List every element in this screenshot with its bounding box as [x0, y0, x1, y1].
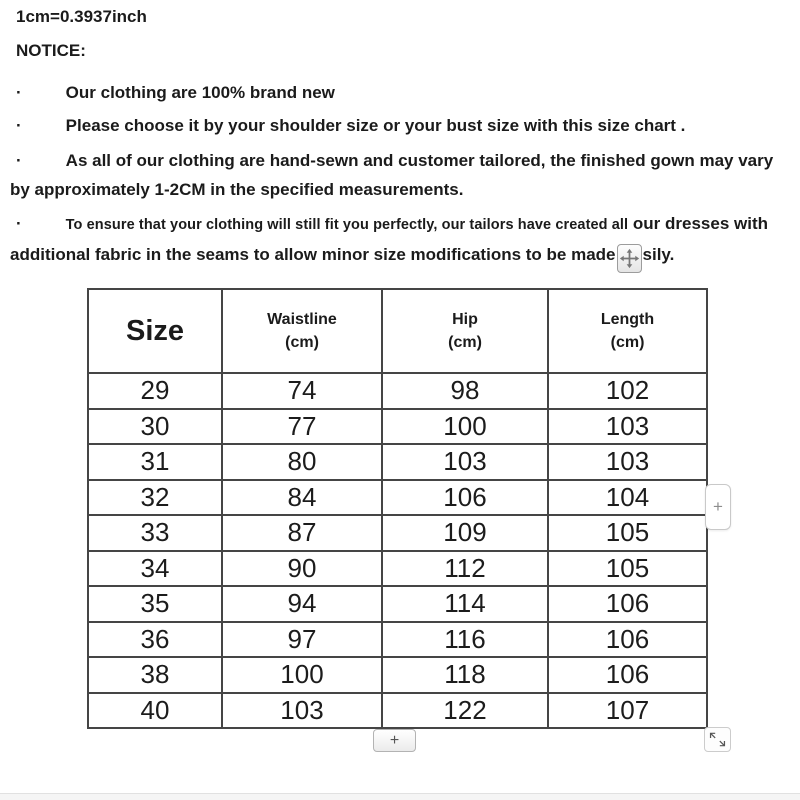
- table-row: [88, 373, 707, 409]
- notice-item-text: our dresses with additional fabric in the seams to allow minor size modifications to be made: [10, 214, 768, 264]
- header-row: [88, 289, 707, 373]
- column-header-label: Waistline: [267, 311, 337, 328]
- table-cell: 35: [88, 586, 222, 622]
- cm-inch-conversion: 1cm=0.3937inch: [16, 7, 147, 26]
- move-icon: [619, 248, 640, 269]
- table-row: [88, 515, 707, 551]
- size-chart-header: [88, 289, 707, 373]
- table-cell: 32: [88, 480, 222, 516]
- table-cell: 30: [88, 409, 222, 445]
- table-cell: 118: [382, 657, 548, 693]
- table-cell: 103: [548, 409, 707, 445]
- table-cell: 102: [548, 373, 707, 409]
- table-row: [88, 622, 707, 658]
- notice-item-3: [10, 146, 790, 204]
- column-header-size: [88, 289, 222, 373]
- add-row-button[interactable]: +: [373, 729, 416, 752]
- table-cell: 80: [222, 444, 382, 480]
- table-cell: 34: [88, 551, 222, 587]
- table-cell: 100: [382, 409, 548, 445]
- size-chart-table: [87, 288, 708, 729]
- table-cell: 87: [222, 515, 382, 551]
- column-header-unit: (cm): [448, 334, 482, 351]
- notice-item-2: [10, 111, 790, 140]
- table-cell: 116: [382, 622, 548, 658]
- table-cell: 74: [222, 373, 382, 409]
- table-cell: 31: [88, 444, 222, 480]
- bullet-marker: ·: [16, 83, 22, 102]
- table-cell: 84: [222, 480, 382, 516]
- table-cell: 114: [382, 586, 548, 622]
- table-row: [88, 444, 707, 480]
- resize-diagonal-icon: [708, 731, 727, 748]
- table-move-handle[interactable]: [617, 244, 642, 273]
- add-column-button[interactable]: +: [705, 484, 731, 530]
- table-cell: 106: [548, 622, 707, 658]
- description-text-block: [10, 6, 790, 273]
- table-cell: 105: [548, 515, 707, 551]
- table-cell: 112: [382, 551, 548, 587]
- table-row: [88, 693, 707, 729]
- notice-item-text-small: To ensure that your clothing will still fit you perfectly, our tailors have created all: [65, 217, 629, 233]
- column-header-unit: (cm): [285, 334, 319, 351]
- table-row: [88, 657, 707, 693]
- table-cell: 33: [88, 515, 222, 551]
- column-header-label: Hip: [452, 311, 478, 328]
- notice-item-text: Please choose it by your shoulder size or your bust size with this size chart .: [65, 116, 686, 135]
- column-header-waistline: [222, 289, 382, 373]
- bullet-marker: ·: [16, 151, 22, 170]
- table-cell: 103: [222, 693, 382, 729]
- column-header-unit: (cm): [610, 334, 645, 351]
- table-cell: 109: [382, 515, 548, 551]
- table-cell: 94: [222, 586, 382, 622]
- table-row: [88, 586, 707, 622]
- table-resize-handle[interactable]: [704, 727, 731, 752]
- table-cell: 103: [382, 444, 548, 480]
- table-cell: 106: [548, 586, 707, 622]
- column-header-label: Length: [600, 311, 655, 328]
- table-cell: 106: [382, 480, 548, 516]
- notice-item-4: [10, 209, 790, 273]
- notice-item-1: [10, 78, 790, 107]
- table-cell: 90: [222, 551, 382, 587]
- table-cell: 36: [88, 622, 222, 658]
- table-cell: 40: [88, 693, 222, 729]
- table-cell: 105: [548, 551, 707, 587]
- notice-item-text: sily.: [642, 245, 675, 264]
- table-cell: 77: [222, 409, 382, 445]
- table-cell: 97: [222, 622, 382, 658]
- column-header-label: Size: [125, 314, 185, 347]
- table-row: [88, 551, 707, 587]
- table-cell: 103: [548, 444, 707, 480]
- table-row: [88, 480, 707, 516]
- horizontal-scrollbar-track[interactable]: [0, 793, 800, 800]
- table-cell: 98: [382, 373, 548, 409]
- notice-item-text: As all of our clothing are hand-sewn and customer tailored, the finished gown may vary by approximately 1-2CM in the specified measurements.: [10, 151, 774, 199]
- table-cell: 122: [382, 693, 548, 729]
- column-header-hip: [382, 289, 548, 373]
- table-cell: 106: [548, 657, 707, 693]
- table-cell: 100: [222, 657, 382, 693]
- notice-heading: NOTICE:: [16, 41, 86, 60]
- table-row: [88, 409, 707, 445]
- notice-item-text: Our clothing are 100% brand new: [65, 83, 335, 102]
- column-header-length: [548, 289, 707, 373]
- bullet-marker: ·: [16, 116, 22, 135]
- table-cell: 29: [88, 373, 222, 409]
- table-cell: 107: [548, 693, 707, 729]
- table-cell: 104: [548, 480, 707, 516]
- size-chart-body: [88, 373, 707, 728]
- table-cell: 38: [88, 657, 222, 693]
- bullet-marker: ·: [16, 214, 22, 233]
